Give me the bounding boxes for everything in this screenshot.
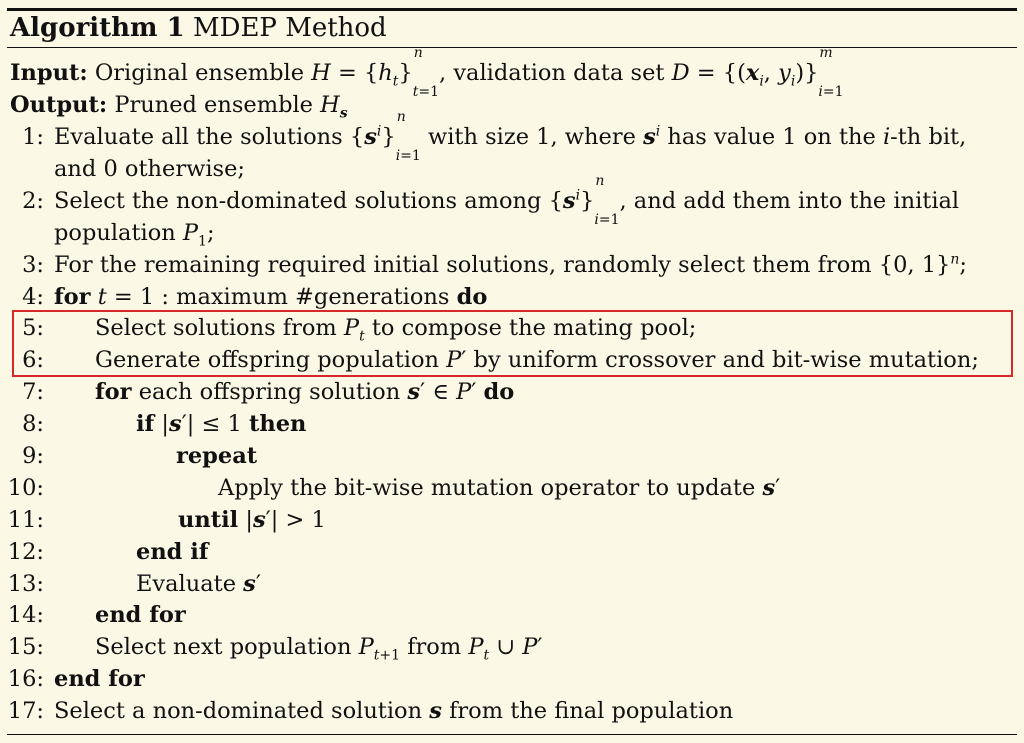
step-16: 16: end for (7, 666, 145, 692)
step-9: 9: repeat (22, 443, 258, 469)
step-10: 10: Apply the bit-wise mutation operator to update s′ (7, 475, 781, 501)
step-8: 8: if |s′| ≤ 1 then (22, 411, 307, 437)
title-rule (7, 47, 1017, 48)
step-2-cont: population $P_1$; (54, 220, 215, 250)
step-5: 5: Select solutions from $P_t$ to compose the mating pool; (22, 315, 697, 345)
step-12: 12: end if (7, 539, 209, 565)
step-7: 7: for each offspring solution s′ ∈ P′ do (22, 379, 515, 405)
step-14: 14: end for (7, 602, 186, 628)
step-1: 1: Evaluate all the solutions $\{s^i\}$ n $_{i=1}$ with size 1, where $s^i$ has value 1 on the i-th bit, (22, 109, 967, 164)
algorithm-label: Algorithm 1 (10, 13, 185, 43)
top-rule (7, 8, 1017, 11)
bottom-rule (7, 734, 1017, 735)
step-1-cont: and 0 otherwise; (54, 156, 245, 182)
step-17: 17: Select a non-dominated solution s from the final population (7, 698, 734, 724)
step-13: 13: Evaluate s′ (7, 571, 261, 597)
step-6: 6: Generate offspring population P′ by uniform crossover and bit-wise mutation; (22, 347, 979, 373)
highlight-box (12, 310, 1013, 377)
step-3: 3: For the remaining required initial solutions, randomly select them from {0, 1}$^n$; (22, 251, 967, 278)
output-line: Output: Pruned ensemble $H_s$ (10, 92, 348, 122)
step-11: 11: until |s′| > 1 (7, 507, 326, 533)
step-4: 4: for t = 1 : maximum #generations do (22, 284, 488, 310)
input-line: Input: Original ensemble $H = \{h_t\}$ n $_{t=1}$, validation data set $D = \{(x_i$, $y_i$)} m $_{i=1}$ (10, 45, 844, 100)
step-15: 15: Select next population $P_{t+1}$ from $P_t$ ∪ P′ (7, 634, 543, 664)
algorithm-title (10, 12, 387, 44)
step-2: 2: Select the non-dominated solutions among $\{s^i\}$ n $_{i=1}$, and add them into the initial (22, 173, 960, 228)
algorithm-name: MDEP Method (192, 13, 387, 43)
